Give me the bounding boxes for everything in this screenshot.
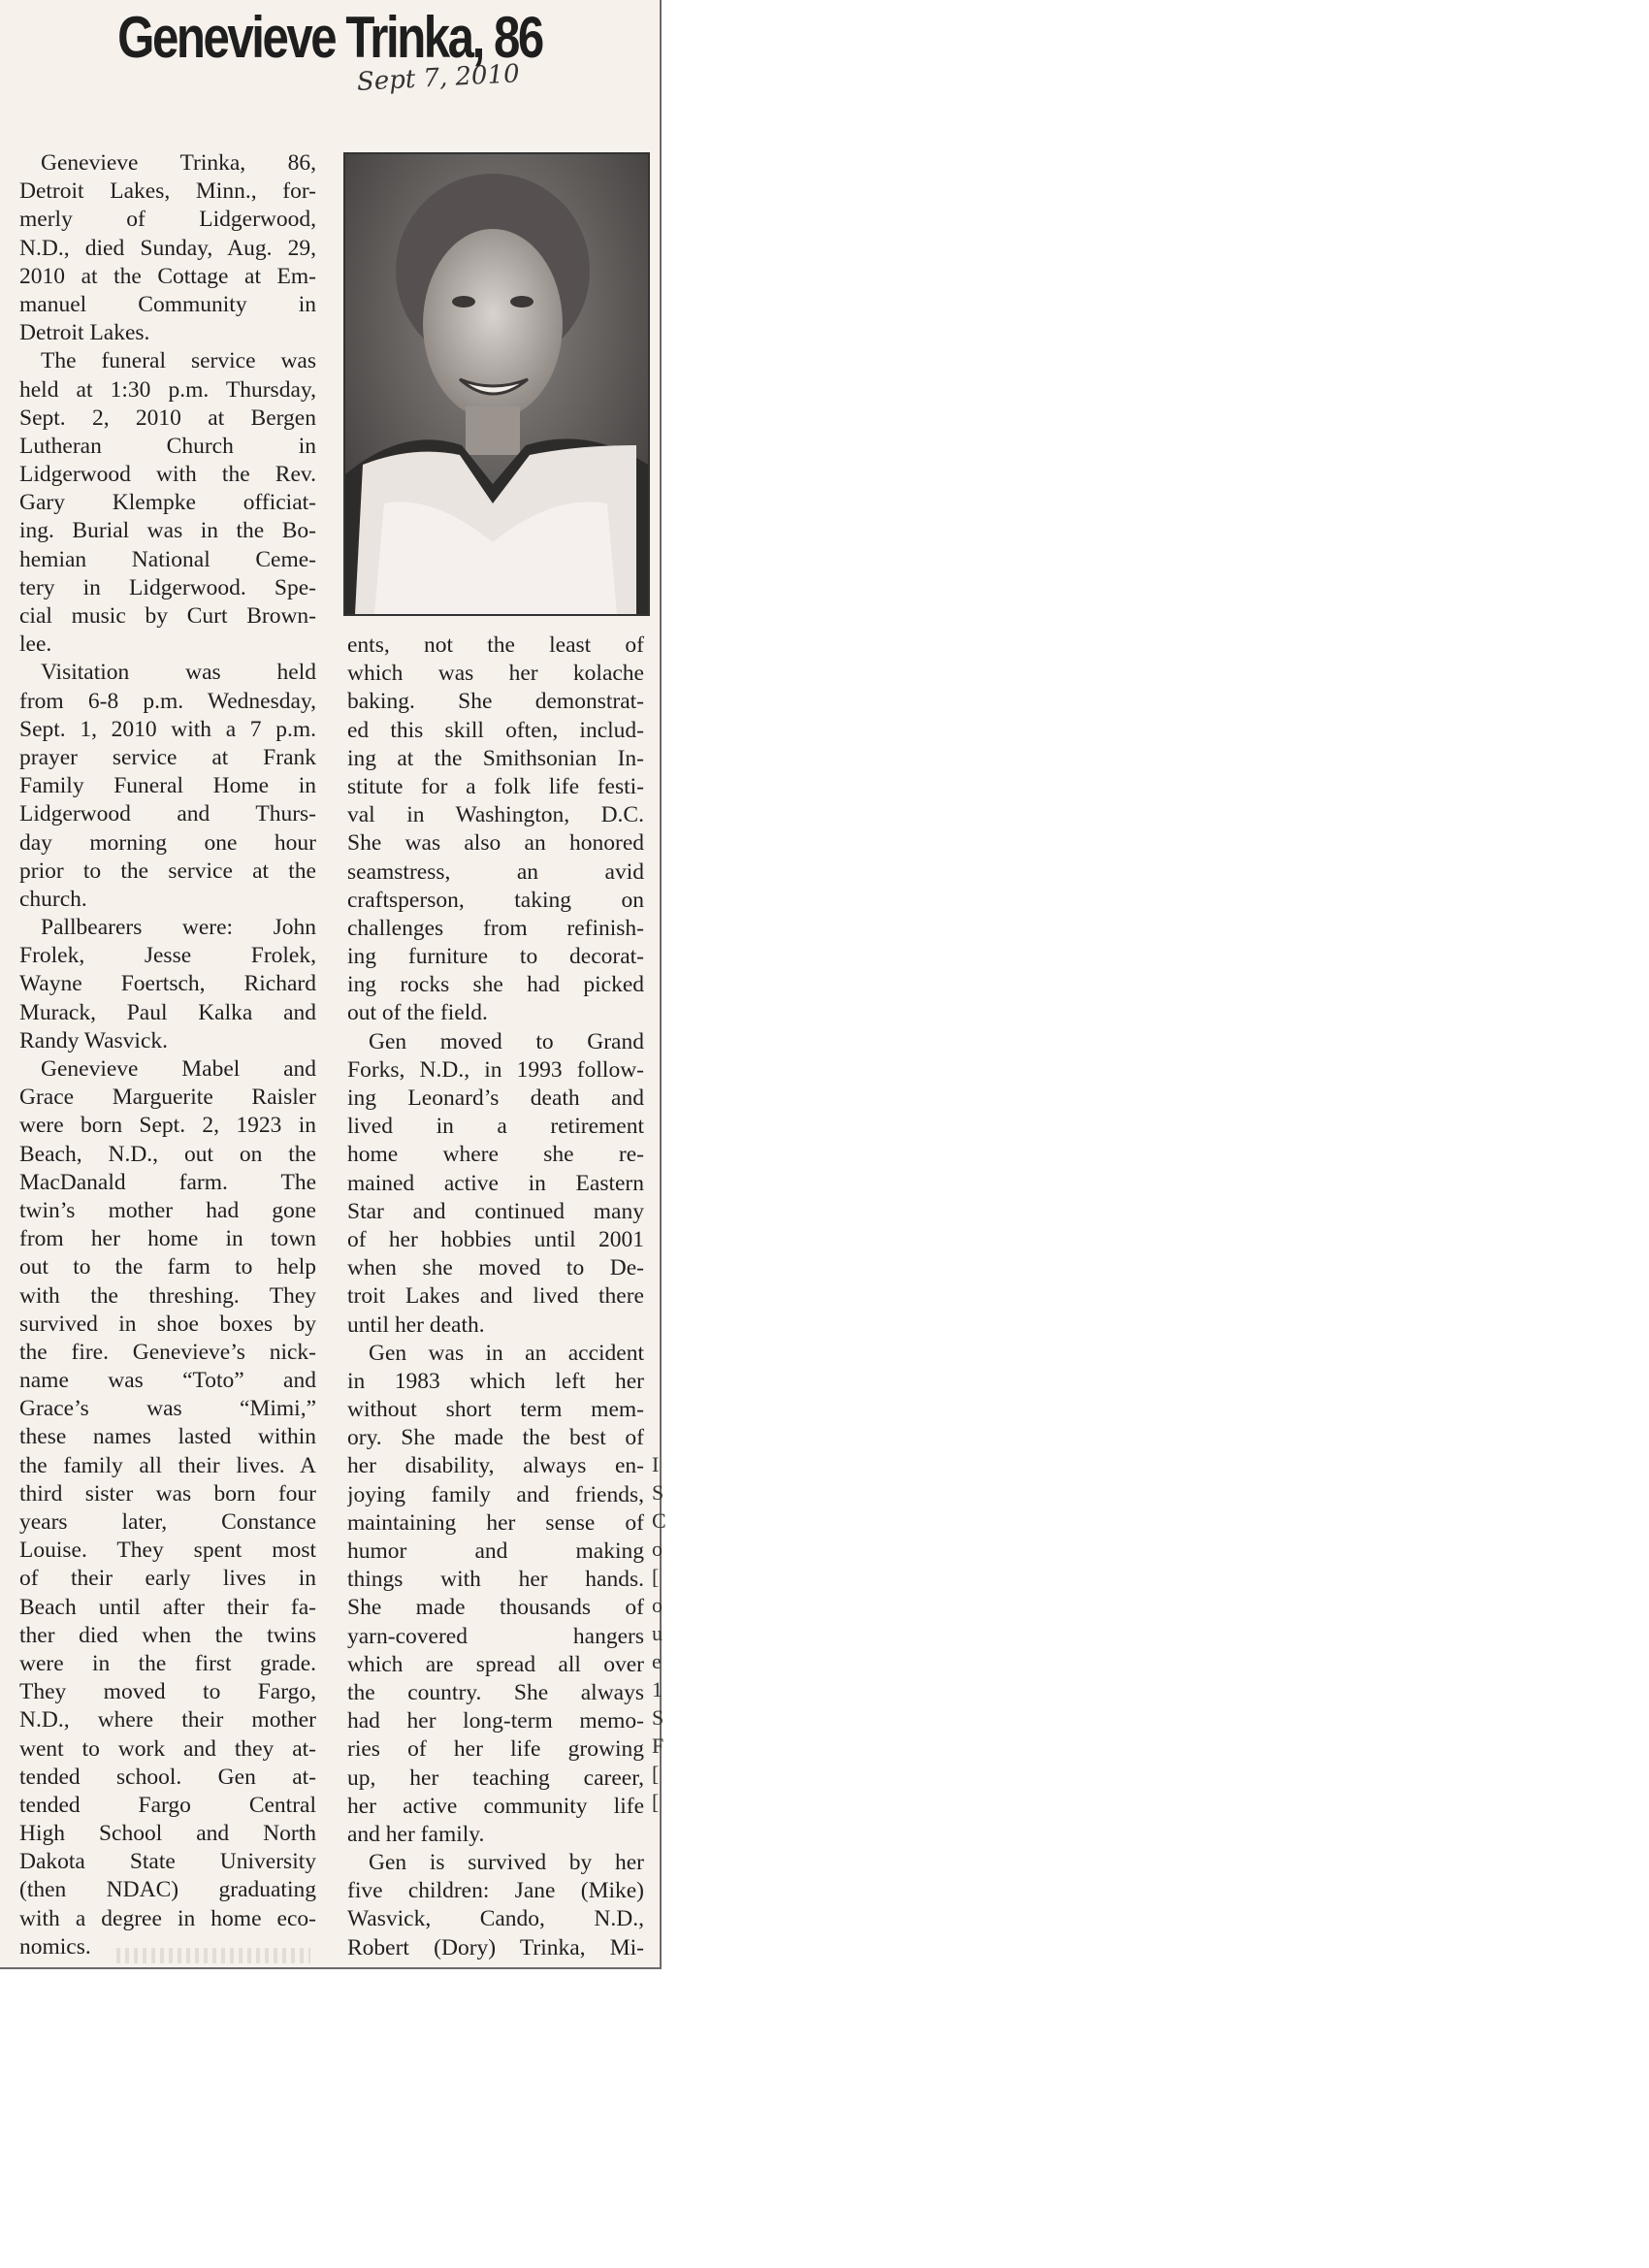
- text-line: Detroit Lakes, Minn., for-: [19, 178, 316, 205]
- text-line: held at 1:30 p.m. Thursday,: [19, 376, 316, 403]
- text-line: which was her kolache: [347, 661, 644, 687]
- fragment-glyph: [: [652, 1790, 660, 1814]
- text-line: name was “Toto” and: [19, 1368, 316, 1394]
- text-line: 2010 at the Cottage at Em-: [19, 263, 316, 289]
- obituary-column-left: [19, 149, 316, 1961]
- handwritten-date: Sept 7, 2010: [356, 59, 521, 97]
- text-line: with a degree in home eco-: [19, 1905, 316, 1931]
- fragment-glyph: o: [652, 1537, 663, 1561]
- text-line: of her hobbies until 2001: [347, 1226, 644, 1252]
- text-line: Dakota State University: [19, 1849, 316, 1875]
- printing-smudge: [116, 1948, 310, 1963]
- text-line: prayer service at Frank: [19, 744, 316, 770]
- text-line: They moved to Fargo,: [19, 1679, 316, 1705]
- fragment-glyph: u: [652, 1621, 663, 1645]
- text-line: N.D., died Sunday, Aug. 29,: [19, 235, 316, 261]
- text-line: Forks, N.D., in 1993 follow-: [347, 1056, 644, 1083]
- text-line: the fire. Genevieve’s nick-: [19, 1339, 316, 1365]
- text-line: Beach until after their fa-: [19, 1594, 316, 1620]
- text-line: her active community life: [347, 1793, 644, 1819]
- text-line: troit Lakes and lived there: [347, 1283, 644, 1310]
- fragment-glyph: S: [652, 1480, 664, 1505]
- text-line: Wayne Foertsch, Richard: [19, 971, 316, 997]
- text-line: Frolek, Jesse Frolek,: [19, 943, 316, 969]
- text-line: Murack, Paul Kalka and: [19, 999, 316, 1025]
- text-line: tended Fargo Central: [19, 1792, 316, 1818]
- text-line: Gen moved to Grand: [369, 1028, 644, 1054]
- text-line: years later, Constance: [19, 1509, 316, 1535]
- text-line: ing Leonard’s death and: [347, 1085, 644, 1111]
- fragment-glyph: o: [652, 1593, 663, 1617]
- text-line: out to the farm to help: [19, 1254, 316, 1280]
- text-line: High School and North: [19, 1821, 316, 1847]
- text-line: from 6-8 p.m. Wednesday,: [19, 688, 316, 714]
- fragment-glyph: [: [652, 1565, 660, 1589]
- text-line: Lidgerwood with the Rev.: [19, 462, 316, 488]
- text-line: of their early lives in: [19, 1566, 316, 1592]
- text-line: when she moved to De-: [347, 1255, 644, 1281]
- text-line: these names lasted within: [19, 1424, 316, 1450]
- text-line: twin’s mother had gone: [19, 1197, 316, 1223]
- text-line: day morning one hour: [19, 829, 316, 856]
- text-line: Visitation was held: [41, 660, 316, 686]
- text-line: ing. Burial was in the Bo-: [19, 518, 316, 544]
- text-line: Star and continued many: [347, 1198, 644, 1224]
- text-line: ing at the Smithsonian In-: [347, 745, 644, 771]
- text-line: Randy Wasvick.: [19, 1027, 169, 1053]
- adjacent-column-fragments: [652, 1450, 675, 1816]
- text-line: She made thousands of: [347, 1595, 644, 1621]
- text-line: Genevieve Trinka, 86,: [41, 150, 316, 176]
- text-line: She was also an honored: [347, 830, 644, 857]
- fragment-glyph: C: [652, 1508, 666, 1533]
- fragment-glyph: I: [652, 1452, 660, 1476]
- text-line: Gen is survived by her: [369, 1850, 644, 1876]
- text-line: tended school. Gen at-: [19, 1764, 316, 1790]
- text-line: manuel Community in: [19, 291, 316, 317]
- text-line: baking. She demonstrat-: [347, 689, 644, 715]
- text-line: her disability, always en-: [347, 1453, 644, 1479]
- text-line: until her death.: [347, 1312, 485, 1338]
- fragment-glyph: S: [652, 1705, 664, 1730]
- text-line: ents, not the least of: [347, 632, 644, 658]
- text-line: joying family and friends,: [347, 1481, 644, 1507]
- text-line: ing rocks she had picked: [347, 972, 644, 998]
- text-line: (then NDAC) graduating: [19, 1877, 316, 1903]
- text-line: ther died when the twins: [19, 1622, 316, 1648]
- text-line: ed this skill often, includ-: [347, 717, 644, 743]
- text-line: mained active in Eastern: [347, 1170, 644, 1196]
- text-line: Sept. 1, 2010 with a 7 p.m.: [19, 716, 316, 742]
- portrait-photo: [343, 152, 650, 616]
- text-line: Detroit Lakes.: [19, 320, 150, 346]
- text-line: nomics.: [19, 1933, 91, 1960]
- text-line: Gary Klempke officiat-: [19, 490, 316, 516]
- text-line: stitute for a folk life festi-: [347, 773, 644, 799]
- fragment-glyph: e: [652, 1649, 662, 1673]
- text-line: Lidgerwood and Thurs-: [19, 801, 316, 827]
- fragment-glyph: 1: [652, 1677, 663, 1701]
- text-line: had her long-term memo-: [347, 1708, 644, 1734]
- text-line: survived in shoe boxes by: [19, 1311, 316, 1337]
- text-line: val in Washington, D.C.: [347, 802, 644, 828]
- text-line: which are spread all over: [347, 1651, 644, 1677]
- text-line: Gen was in an accident: [369, 1340, 644, 1366]
- text-line: Grace Marguerite Raisler: [19, 1085, 316, 1111]
- text-line: lee.: [19, 632, 52, 658]
- text-line: Wasvick, Cando, N.D.,: [347, 1906, 644, 1932]
- text-line: lived in a retirement: [347, 1114, 644, 1140]
- text-line: tery in Lidgerwood. Spe-: [19, 574, 316, 600]
- text-line: humor and making: [347, 1539, 644, 1564]
- text-line: Genevieve Mabel and: [41, 1056, 316, 1082]
- text-line: third sister was born four: [19, 1480, 316, 1507]
- portrait-icon: [345, 154, 648, 614]
- text-line: ries of her life growing: [347, 1736, 644, 1763]
- text-line: ory. She made the best of: [347, 1425, 644, 1451]
- text-line: Louise. They spent most: [19, 1538, 316, 1564]
- text-line: merly of Lidgerwood,: [19, 207, 316, 233]
- newspaper-clipping: [0, 0, 662, 1969]
- text-line: church.: [19, 886, 87, 912]
- text-line: ing furniture to decorat-: [347, 944, 644, 970]
- text-line: were born Sept. 2, 1923 in: [19, 1113, 316, 1139]
- obituary-column-right: [347, 632, 644, 1962]
- text-line: things with her hands.: [347, 1567, 644, 1593]
- text-line: with the threshing. They: [19, 1282, 316, 1309]
- text-line: Beach, N.D., out on the: [19, 1141, 316, 1167]
- text-line: and her family.: [347, 1821, 485, 1847]
- text-line: the country. She always: [347, 1679, 644, 1705]
- text-line: went to work and they at-: [19, 1735, 316, 1762]
- text-line: Robert (Dory) Trinka, Mi-: [347, 1934, 644, 1960]
- text-line: Family Funeral Home in: [19, 773, 316, 799]
- text-line: yarn-covered hangers: [347, 1623, 644, 1649]
- text-line: Pallbearers were: John: [41, 915, 316, 941]
- obituary-headline: Genevieve Trinka, 86: [117, 5, 542, 70]
- text-line: from her home in town: [19, 1226, 316, 1252]
- text-line: Sept. 2, 2010 at Bergen: [19, 405, 316, 431]
- text-line: Grace’s was “Mimi,”: [19, 1396, 316, 1422]
- text-line: maintaining her sense of: [347, 1509, 644, 1536]
- text-line: out of the field.: [347, 1000, 488, 1026]
- text-line: The funeral service was: [41, 348, 316, 374]
- fragment-glyph: [: [652, 1762, 660, 1786]
- text-line: N.D., where their mother: [19, 1707, 316, 1733]
- text-line: Lutheran Church in: [19, 433, 316, 459]
- text-line: in 1983 which left her: [347, 1368, 644, 1394]
- text-line: MacDanald farm. The: [19, 1169, 316, 1195]
- text-line: cial music by Curt Brown-: [19, 603, 316, 629]
- text-line: five children: Jane (Mike): [347, 1878, 644, 1904]
- text-line: up, her teaching career,: [347, 1765, 644, 1791]
- text-line: hemian National Ceme-: [19, 546, 316, 572]
- text-line: home where she re-: [347, 1142, 644, 1168]
- text-line: the family all their lives. A: [19, 1452, 316, 1478]
- fragment-glyph: F: [652, 1733, 664, 1758]
- text-line: without short term mem-: [347, 1397, 644, 1423]
- text-line: craftsperson, taking on: [347, 887, 644, 913]
- text-line: were in the first grade.: [19, 1650, 316, 1676]
- text-line: prior to the service at the: [19, 858, 316, 884]
- text-line: seamstress, an avid: [347, 859, 644, 885]
- text-line: challenges from refinish-: [347, 915, 644, 941]
